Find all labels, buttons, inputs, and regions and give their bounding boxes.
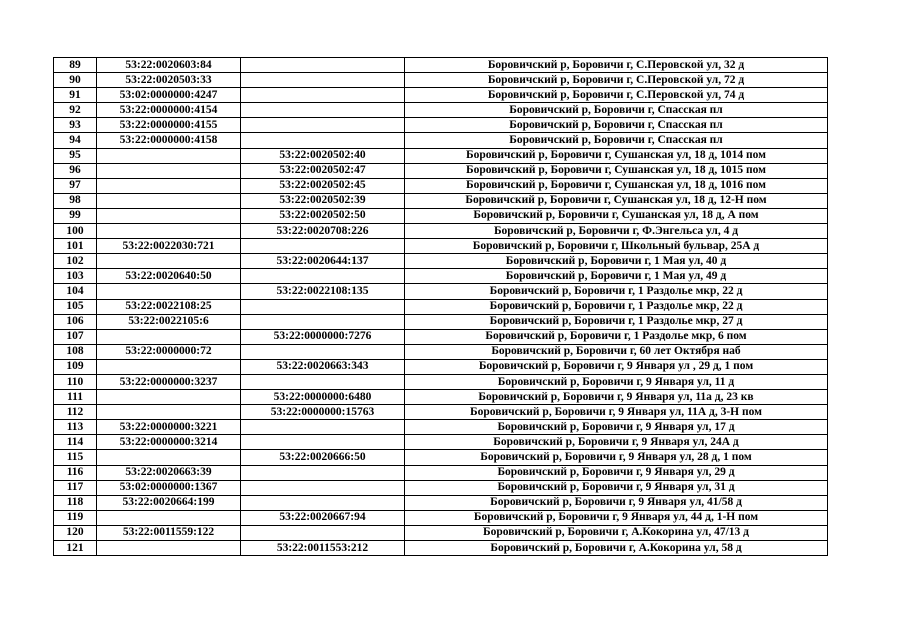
row-number-cell: 104 [54, 284, 97, 299]
address-cell: Боровичский р, Боровичи г, 1 Раздолье мкр, 27 д [405, 314, 828, 329]
table-row [54, 269, 828, 284]
row-number-cell: 114 [54, 435, 97, 450]
table-row [54, 148, 828, 163]
row-number-cell: 96 [54, 163, 97, 178]
cadastral-number-cell: 53:22:0000000:3214 [97, 435, 241, 450]
table-row [54, 58, 828, 73]
address-cell: Боровичский р, Боровичи г, 9 Января ул , 29 д, 1 пом [405, 359, 828, 374]
table-row [54, 359, 828, 374]
cadastral-number-cell: 53:22:0020503:33 [97, 73, 241, 88]
address-cell: Боровичский р, Боровичи г, 9 Января ул, 29 д [405, 465, 828, 480]
table-row [54, 178, 828, 193]
table-row [54, 435, 828, 450]
premises-cadastral-number-cell: 53:22:0020502:47 [241, 163, 405, 178]
cadastral-number-cell: 53:22:0020603:84 [97, 58, 241, 73]
address-cell: Боровичский р, Боровичи г, Сушанская ул, 18 д, 1016 пом [405, 178, 828, 193]
table-row [54, 133, 828, 148]
premises-cadastral-number-cell: 53:22:0020667:94 [241, 510, 405, 525]
premises-cadastral-number-cell: 53:22:0020708:226 [241, 224, 405, 239]
table-row [54, 88, 828, 103]
table-row [54, 541, 828, 556]
premises-cadastral-number-cell [241, 103, 405, 118]
row-number-cell: 100 [54, 224, 97, 239]
row-number-cell: 111 [54, 390, 97, 405]
premises-cadastral-number-cell [241, 239, 405, 254]
table-row [54, 73, 828, 88]
address-cell: Боровичский р, Боровичи г, Сушанская ул, 18 д, 1015 пом [405, 163, 828, 178]
cadastral-number-cell [97, 208, 241, 223]
row-number-cell: 93 [54, 118, 97, 133]
address-cell: Боровичский р, Боровичи г, Сушанская ул, 18 д, А пом [405, 208, 828, 223]
cadastral-number-cell [97, 284, 241, 299]
table-row [54, 450, 828, 465]
address-cell: Боровичский р, Боровичи г, С.Перовской ул, 72 д [405, 73, 828, 88]
table-row [54, 254, 828, 269]
cadastral-number-cell: 53:02:0000000:4247 [97, 88, 241, 103]
cadastral-number-cell [97, 163, 241, 178]
premises-cadastral-number-cell: 53:22:0020644:137 [241, 254, 405, 269]
premises-cadastral-number-cell [241, 374, 405, 389]
address-cell: Боровичский р, Боровичи г, Спасская пл [405, 133, 828, 148]
table-row [54, 103, 828, 118]
row-number-cell: 120 [54, 525, 97, 540]
premises-cadastral-number-cell: 53:22:0020502:50 [241, 208, 405, 223]
cadastral-number-cell: 53:22:0000000:72 [97, 344, 241, 359]
row-number-cell: 116 [54, 465, 97, 480]
address-cell: Боровичский р, Боровичи г, А.Кокорина ул, 58 д [405, 541, 828, 556]
row-number-cell: 94 [54, 133, 97, 148]
premises-cadastral-number-cell [241, 299, 405, 314]
address-cell: Боровичский р, Боровичи г, 9 Января ул, 28 д, 1 пом [405, 450, 828, 465]
cadastral-number-cell: 53:02:0000000:1367 [97, 480, 241, 495]
table-row [54, 495, 828, 510]
premises-cadastral-number-cell: 53:22:0020666:50 [241, 450, 405, 465]
premises-cadastral-number-cell: 53:22:0020502:45 [241, 178, 405, 193]
row-number-cell: 89 [54, 58, 97, 73]
premises-cadastral-number-cell [241, 344, 405, 359]
table-row [54, 284, 828, 299]
address-cell: Боровичский р, Боровичи г, 9 Января ул, 17 д [405, 420, 828, 435]
cadastral-number-cell: 53:22:0000000:3221 [97, 420, 241, 435]
row-number-cell: 91 [54, 88, 97, 103]
cadastral-number-cell: 53:22:0022105:6 [97, 314, 241, 329]
premises-cadastral-number-cell [241, 118, 405, 133]
table-row [54, 118, 828, 133]
address-cell: Боровичский р, Боровичи г, Ф.Энгельса ул, 4 д [405, 224, 828, 239]
address-cell: Боровичский р, Боровичи г, 9 Января ул, 11а д, 23 кв [405, 390, 828, 405]
table-body [54, 58, 828, 556]
cadastral-number-cell [97, 510, 241, 525]
cadastral-number-cell [97, 193, 241, 208]
premises-cadastral-number-cell: 53:22:0020663:343 [241, 359, 405, 374]
cadastral-number-cell: 53:22:0000000:4155 [97, 118, 241, 133]
cadastral-number-cell [97, 178, 241, 193]
cadastral-number-cell [97, 148, 241, 163]
table-row [54, 208, 828, 223]
table-row [54, 344, 828, 359]
cadastral-number-cell [97, 224, 241, 239]
row-number-cell: 92 [54, 103, 97, 118]
row-number-cell: 102 [54, 254, 97, 269]
premises-cadastral-number-cell [241, 480, 405, 495]
row-number-cell: 105 [54, 299, 97, 314]
row-number-cell: 108 [54, 344, 97, 359]
table-row [54, 239, 828, 254]
cadastral-number-cell: 53:22:0022030:721 [97, 239, 241, 254]
row-number-cell: 119 [54, 510, 97, 525]
address-cell: Боровичский р, Боровичи г, Школьный бульвар, 25А д [405, 239, 828, 254]
table-row [54, 193, 828, 208]
row-number-cell: 110 [54, 374, 97, 389]
address-cell: Боровичский р, Боровичи г, С.Перовской ул, 74 д [405, 88, 828, 103]
premises-cadastral-number-cell [241, 495, 405, 510]
table-row [54, 420, 828, 435]
table-row [54, 374, 828, 389]
cadastral-number-cell: 53:22:0000000:3237 [97, 374, 241, 389]
row-number-cell: 97 [54, 178, 97, 193]
row-number-cell: 90 [54, 73, 97, 88]
address-cell: Боровичский р, Боровичи г, А.Кокорина ул, 47/13 д [405, 525, 828, 540]
address-cell: Боровичский р, Боровичи г, 9 Января ул, 24А д [405, 435, 828, 450]
premises-cadastral-number-cell [241, 58, 405, 73]
address-cell: Боровичский р, Боровичи г, 1 Раздолье мкр, 6 пом [405, 329, 828, 344]
premises-cadastral-number-cell: 53:22:0000000:6480 [241, 390, 405, 405]
cadastral-number-cell: 53:22:0022108:25 [97, 299, 241, 314]
row-number-cell: 103 [54, 269, 97, 284]
address-cell: Боровичский р, Боровичи г, С.Перовской ул, 32 д [405, 58, 828, 73]
row-number-cell: 113 [54, 420, 97, 435]
cadastral-number-cell [97, 405, 241, 420]
table-row [54, 405, 828, 420]
address-cell: Боровичский р, Боровичи г, 1 Раздолье мкр, 22 д [405, 299, 828, 314]
premises-cadastral-number-cell [241, 269, 405, 284]
cadastral-number-cell [97, 450, 241, 465]
address-cell: Боровичский р, Боровичи г, 60 лет Октября наб [405, 344, 828, 359]
premises-cadastral-number-cell: 53:22:0022108:135 [241, 284, 405, 299]
premises-cadastral-number-cell [241, 314, 405, 329]
cadastral-number-cell [97, 359, 241, 374]
row-number-cell: 101 [54, 239, 97, 254]
address-cell: Боровичский р, Боровичи г, Спасская пл [405, 103, 828, 118]
table-row [54, 480, 828, 495]
premises-cadastral-number-cell [241, 73, 405, 88]
property-table [53, 57, 828, 556]
premises-cadastral-number-cell [241, 88, 405, 103]
address-cell: Боровичский р, Боровичи г, 9 Января ул, 11А д, 3-Н пом [405, 405, 828, 420]
address-cell: Боровичский р, Боровичи г, 1 Раздолье мкр, 22 д [405, 284, 828, 299]
premises-cadastral-number-cell [241, 465, 405, 480]
address-cell: Боровичский р, Боровичи г, 9 Января ул, 44 д, 1-Н пом [405, 510, 828, 525]
cadastral-number-cell [97, 329, 241, 344]
premises-cadastral-number-cell: 53:22:0000000:15763 [241, 405, 405, 420]
table-row [54, 525, 828, 540]
table-row [54, 314, 828, 329]
cadastral-number-cell: 53:22:0020663:39 [97, 465, 241, 480]
row-number-cell: 107 [54, 329, 97, 344]
row-number-cell: 99 [54, 208, 97, 223]
cadastral-number-cell: 53:22:0000000:4154 [97, 103, 241, 118]
cadastral-number-cell: 53:22:0020664:199 [97, 495, 241, 510]
row-number-cell: 115 [54, 450, 97, 465]
address-cell: Боровичский р, Боровичи г, 9 Января ул, 31 д [405, 480, 828, 495]
cadastral-number-cell: 53:22:0020640:50 [97, 269, 241, 284]
premises-cadastral-number-cell: 53:22:0011553:212 [241, 541, 405, 556]
row-number-cell: 95 [54, 148, 97, 163]
premises-cadastral-number-cell: 53:22:0020502:40 [241, 148, 405, 163]
table-row [54, 299, 828, 314]
cadastral-number-cell [97, 390, 241, 405]
address-cell: Боровичский р, Боровичи г, 1 Мая ул, 49 д [405, 269, 828, 284]
address-cell: Боровичский р, Боровичи г, 9 Января ул, 11 д [405, 374, 828, 389]
premises-cadastral-number-cell [241, 525, 405, 540]
address-cell: Боровичский р, Боровичи г, Сушанская ул, 18 д, 1014 пом [405, 148, 828, 163]
address-cell: Боровичский р, Боровичи г, Сушанская ул, 18 д, 12-Н пом [405, 193, 828, 208]
address-cell: Боровичский р, Боровичи г, Спасская пл [405, 118, 828, 133]
premises-cadastral-number-cell [241, 420, 405, 435]
table-row [54, 329, 828, 344]
table-row [54, 510, 828, 525]
premises-cadastral-number-cell: 53:22:0000000:7276 [241, 329, 405, 344]
cadastral-number-cell: 53:22:0000000:4158 [97, 133, 241, 148]
premises-cadastral-number-cell: 53:22:0020502:39 [241, 193, 405, 208]
row-number-cell: 112 [54, 405, 97, 420]
address-cell: Боровичский р, Боровичи г, 1 Мая ул, 40 д [405, 254, 828, 269]
row-number-cell: 121 [54, 541, 97, 556]
table-row [54, 163, 828, 178]
premises-cadastral-number-cell [241, 435, 405, 450]
row-number-cell: 98 [54, 193, 97, 208]
cadastral-number-cell [97, 541, 241, 556]
table-row [54, 224, 828, 239]
premises-cadastral-number-cell [241, 133, 405, 148]
row-number-cell: 118 [54, 495, 97, 510]
table-row [54, 390, 828, 405]
row-number-cell: 109 [54, 359, 97, 374]
address-cell: Боровичский р, Боровичи г, 9 Января ул, 41/58 д [405, 495, 828, 510]
cadastral-number-cell [97, 254, 241, 269]
row-number-cell: 117 [54, 480, 97, 495]
cadastral-number-cell: 53:22:0011559:122 [97, 525, 241, 540]
row-number-cell: 106 [54, 314, 97, 329]
table-row [54, 465, 828, 480]
